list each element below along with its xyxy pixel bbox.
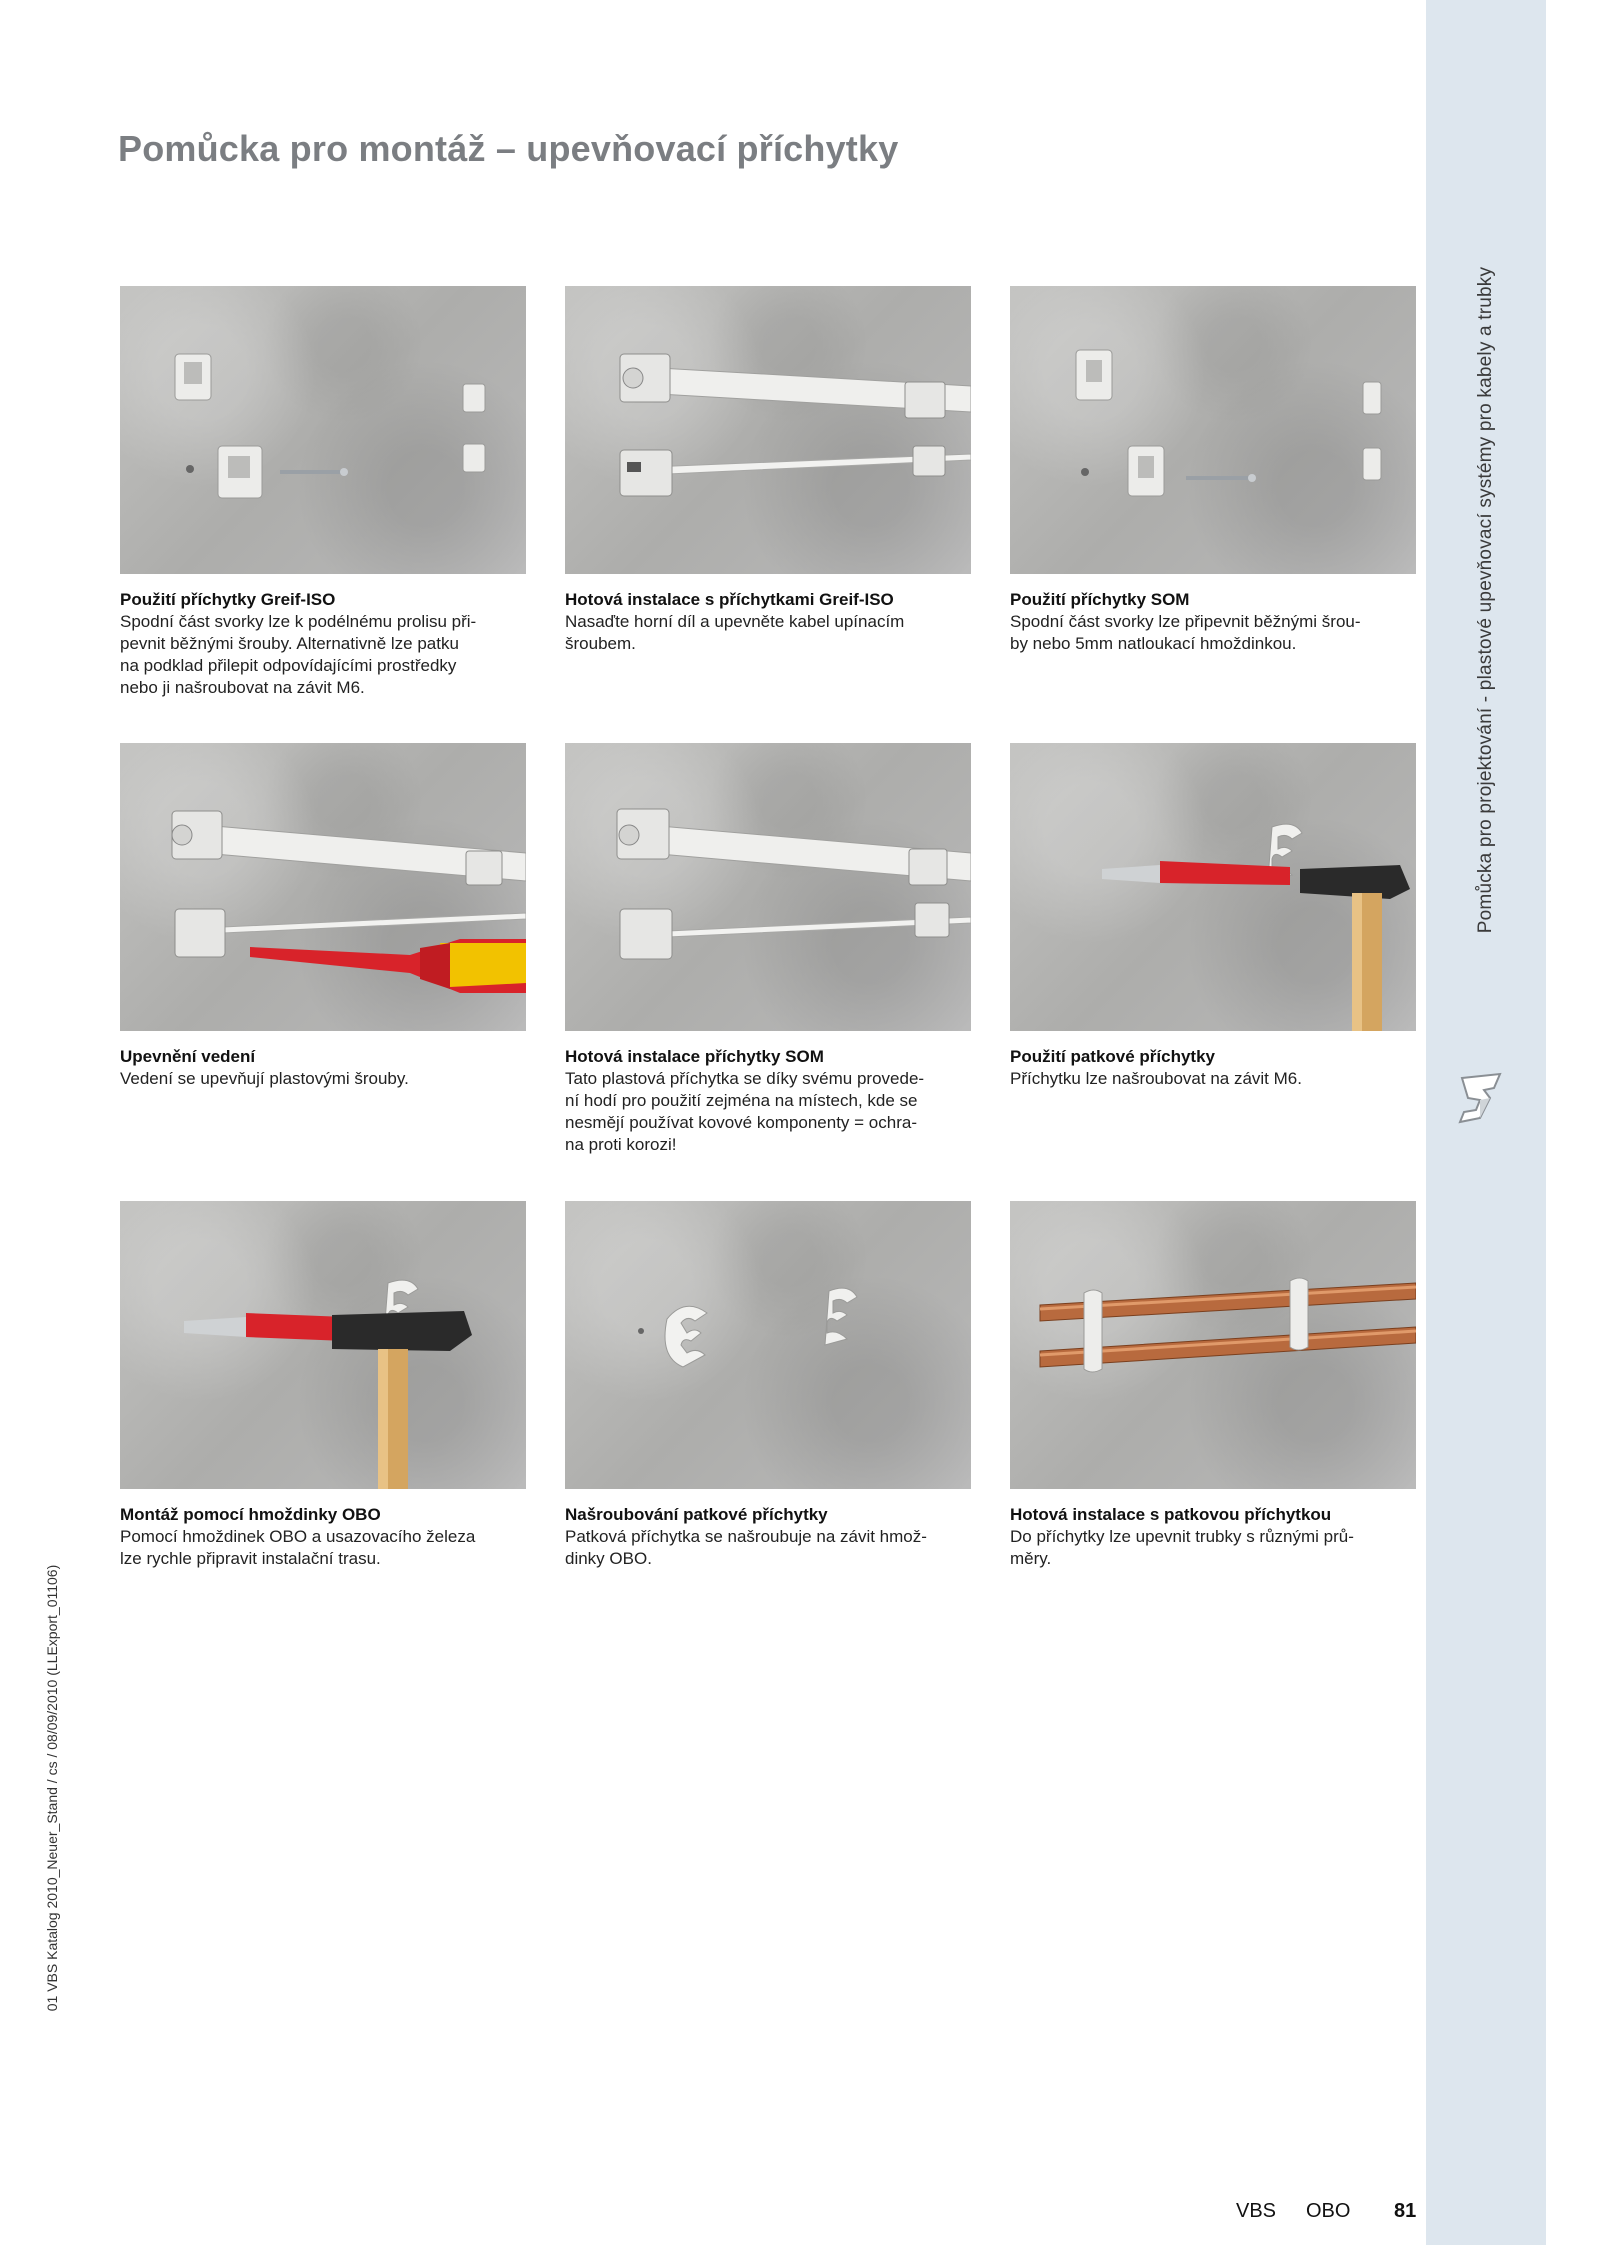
photo-greif-iso-installation bbox=[565, 286, 971, 574]
page-number: 81 bbox=[1394, 2200, 1417, 2222]
tile-title: Montáž pomocí hmoždinky OBO bbox=[120, 1505, 381, 1524]
tile-foot-clamp-screwing bbox=[565, 1201, 971, 1570]
tile-text: Pomocí hmoždinek OBO a usazovacího železa lze rychle připravit instalační trasu. bbox=[120, 1527, 476, 1568]
tile-text: Nasaďte horní díl a upevněte kabel upínacím šroubem. bbox=[565, 612, 905, 653]
tile-obo-dowel-mounting bbox=[120, 1201, 526, 1570]
vertical-footer: 01 VBS Katalog 2010_Neuer_Stand / cs / 08/09/2010 (LLExport_01106) bbox=[44, 1564, 60, 2012]
tile-greif-iso-usage bbox=[120, 286, 526, 699]
tile-title: Hotová instalace s příchytkami Greif-ISO bbox=[565, 590, 894, 609]
tile-som-finished bbox=[565, 743, 971, 1156]
tile-som-usage bbox=[1010, 286, 1416, 655]
photo-screwdriver-fixing bbox=[120, 743, 526, 1031]
tile-text: Patková příchytka se našroubuje na závit hmož- dinky OBO. bbox=[565, 1527, 927, 1568]
tile-title: Hotová instalace s patkovou příchytkou bbox=[1010, 1505, 1332, 1524]
tile-foot-clamp-usage bbox=[1010, 743, 1416, 1090]
tile-title: Použití příchytky SOM bbox=[1010, 590, 1190, 609]
photo-copper-pipes bbox=[1010, 1201, 1416, 1489]
footer-brand-vbs: VBS bbox=[1236, 2200, 1277, 2222]
photo-som-installation bbox=[565, 743, 971, 1031]
tile-title: Použití patkové příchytky bbox=[1010, 1047, 1215, 1066]
tile-foot-clamp-finished bbox=[1010, 1201, 1416, 1570]
photo-dowel-hammer bbox=[120, 1201, 526, 1489]
section-logo-icon bbox=[1450, 1068, 1508, 1128]
tile-text: Tato plastová příchytka se díky svému provede- ní hodí pro použití zejména na místech, kde se nesmějí používat kovové komponenty = ochra- na proti korozi! bbox=[565, 1069, 925, 1154]
tile-text: Vedení se upevňují plastovými šrouby. bbox=[120, 1069, 409, 1088]
footer-brand-obo: OBO bbox=[1306, 2200, 1351, 2222]
tile-text: Příchytku lze našroubovat na závit M6. bbox=[1010, 1069, 1302, 1088]
tile-greif-iso-finished bbox=[565, 286, 971, 655]
tile-title: Hotová instalace příchytky SOM bbox=[565, 1047, 824, 1066]
tile-text: Do příchytky lze upevnit trubky s různými prů- měry. bbox=[1010, 1527, 1354, 1568]
photo-greif-iso-clamps bbox=[120, 286, 526, 574]
tile-text: Spodní část svorky lze připevnit běžnými šrou- by nebo 5mm natloukací hmoždinkou. bbox=[1010, 612, 1361, 653]
tile-text: Spodní část svorky lze k podélnému prolisu při- pevnit běžnými šrouby. Alternativně lze patku na podklad přilepit odpovídajícími prostředky nebo ji našroubovat na závit M6. bbox=[120, 612, 477, 697]
tile-title: Upevnění vedení bbox=[120, 1047, 256, 1066]
photo-foot-clamps bbox=[565, 1201, 971, 1489]
tile-title: Použití příchytky Greif-ISO bbox=[120, 590, 336, 609]
tile-fixing-lines bbox=[120, 743, 526, 1090]
page-title: Pomůcka pro montáž – upevňovací příchytky bbox=[118, 128, 899, 169]
side-section-label: Pomůcka pro projektování - plastové upevňovací systémy pro kabely a trubky bbox=[1475, 266, 1496, 934]
tile-title: Našroubování patkové příchytky bbox=[565, 1505, 828, 1524]
photo-som-clamps bbox=[1010, 286, 1416, 574]
photo-foot-clamp-hammer bbox=[1010, 743, 1416, 1031]
